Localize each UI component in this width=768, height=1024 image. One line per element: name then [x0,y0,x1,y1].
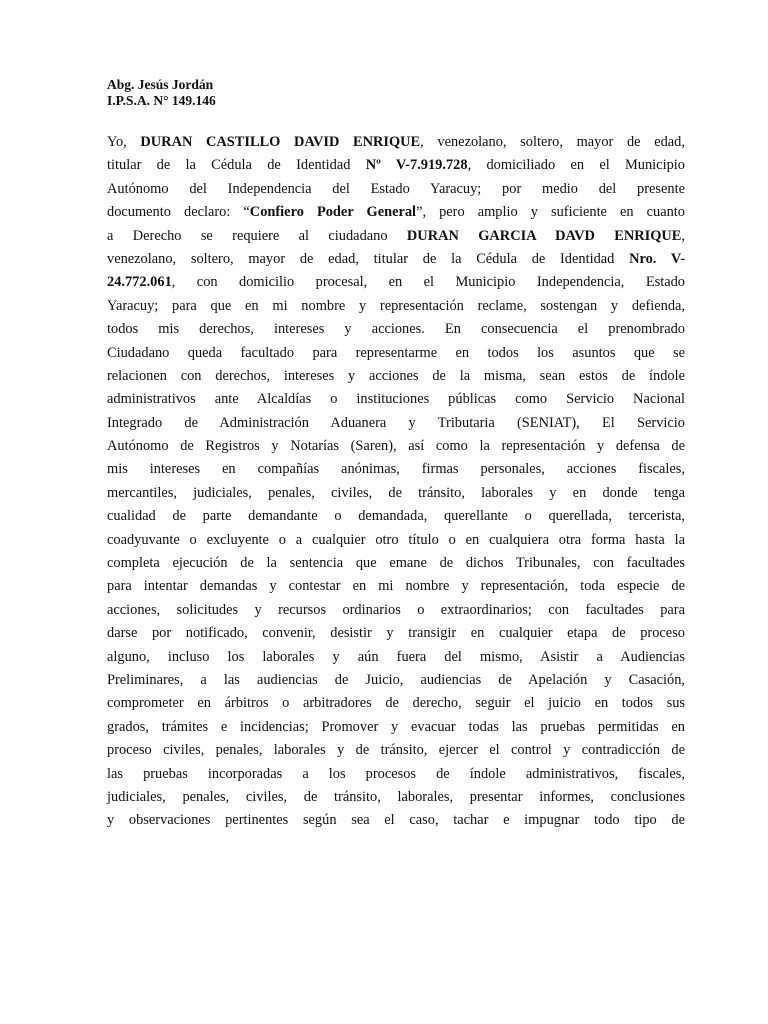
text-segment: relacionen con derechos, intereses y acciones de la misma, sean estos de índole [107,367,685,384]
attorney-name: Abg. Jesús Jordán [107,77,214,92]
text-segment: todos mis derechos, intereses y acciones. En consecuencia el prenombrado [107,321,685,338]
text-segment: y observaciones pertinentes según sea el caso, tachar e impugnar todo tipo de [107,812,685,829]
text-segment: Autónomo del Independencia del Estado Yaracuy; por medio del presente [107,180,685,197]
text-line [107,692,685,715]
text-segment: Integrado de Administración Aduanera y Tributaria (SENIAT), El Servicio [107,414,685,431]
bold-text-segment: Nº V-7.919.728 [365,157,468,174]
text-segment: proceso civiles, penales, laborales y de tránsito, ejercer el control y contradicción de [107,742,685,759]
bold-text-segment: Nro. V- [629,250,685,267]
text-segment: administrativos ante Alcaldías o instituciones públicas como Servicio Nacional [107,391,685,408]
power-of-attorney-text [107,131,685,833]
text-line [107,552,685,575]
text-segment: Autónomo de Registros y Notarías (Saren), así como la representación y defensa de [107,438,685,455]
text-segment: cualidad de parte demandante o demandada, querellante o querellada, tercerista, [107,508,685,525]
text-segment: , domiciliado en el Municipio [467,157,685,174]
text-line [107,599,685,622]
text-segment: , [681,227,685,244]
text-line [107,482,685,505]
text-line [107,529,685,552]
text-segment: judiciales, penales, civiles, de tránsito, laborales, presentar informes, conclusiones [107,788,685,805]
text-line [107,435,685,458]
text-line [107,739,685,762]
text-line [107,669,685,692]
text-line [107,154,685,177]
text-line [107,201,685,224]
ipsa-number: I.P.S.A. N° 149.146 [107,93,216,108]
text-segment: Preliminares, a las audiencias de Juicio, audiencias de Apelación y Casación, [107,671,685,688]
text-segment: a Derecho se requiere al ciudadano [107,227,407,244]
text-segment: alguno, incluso los laborales y aún fuera del mismo, Asistir a Audiencias [107,648,685,665]
bold-text-segment: DURAN CASTILLO DAVID ENRIQUE [140,134,421,150]
text-segment: coadyuvante o excluyente o a cualquier otro título o en cualquiera otra forma hasta la [107,531,685,548]
text-segment: comprometer en árbitros o arbitradores de derecho, seguir el juicio en todos sus [107,695,685,712]
text-line [107,716,685,739]
text-line [107,388,685,411]
text-segment: documento declaro: “ [107,204,250,221]
text-line [107,575,685,598]
text-segment: acciones, solicitudes y recursos ordinarios o extraordinarios; con facultades para [107,601,685,618]
text-line [107,248,685,271]
text-segment: mercantiles, judiciales, penales, civiles, de tránsito, laborales y en donde tenga [107,484,685,501]
text-segment: , venezolano, soltero, mayor de edad, [420,134,685,150]
text-segment: mis intereses en compañías anónimas, firmas personales, acciones fiscales, [107,461,685,478]
text-line [107,131,685,154]
bold-text-segment: 24.772.061 [107,274,172,291]
text-line [107,271,685,294]
letterhead [107,77,667,109]
text-segment: darse por notificado, convenir, desistir y transigir en cualquier etapa de proceso [107,625,685,642]
text-segment: ”, pero amplio y suficiente en cuanto [416,204,686,221]
text-line [107,622,685,645]
text-line [107,225,685,248]
text-line [107,342,685,365]
text-line [107,763,685,786]
bold-text-segment: DURAN GARCIA DAVD ENRIQUE [406,227,682,244]
text-line [107,458,685,481]
text-line [107,178,685,201]
text-segment: venezolano, soltero, mayor de edad, titular de la Cédula de Identidad [107,250,630,267]
text-segment: titular de la Cédula de Identidad [107,157,366,174]
text-segment: grados, trámites e incidencias; Promover y evacuar todas las pruebas permitidas en [107,718,685,735]
text-segment: Ciudadano queda facultado para representarme en todos los asuntos que se [107,344,685,361]
text-line [107,318,685,341]
text-line [107,365,685,388]
text-line [107,505,685,528]
text-segment: , con domicilio procesal, en el Municipio Independencia, Estado [171,274,685,291]
text-line [107,295,685,318]
text-segment: Yo, [107,134,141,150]
text-line [107,412,685,435]
text-line [107,809,685,832]
text-line [107,646,685,669]
text-segment: para intentar demandas y contestar en mi nombre y representación, toda especie de [107,578,685,595]
bold-text-segment: Confiero Poder General [249,204,417,221]
text-segment: Yaracuy; para que en mi nombre y representación reclame, sostengan y defienda, [107,297,685,314]
text-line [107,786,685,809]
text-segment: las pruebas incorporadas a los procesos de índole administrativos, fiscales, [107,765,685,782]
text-segment: completa ejecución de la sentencia que emane de dichos Tribunales, con facultades [107,555,685,572]
